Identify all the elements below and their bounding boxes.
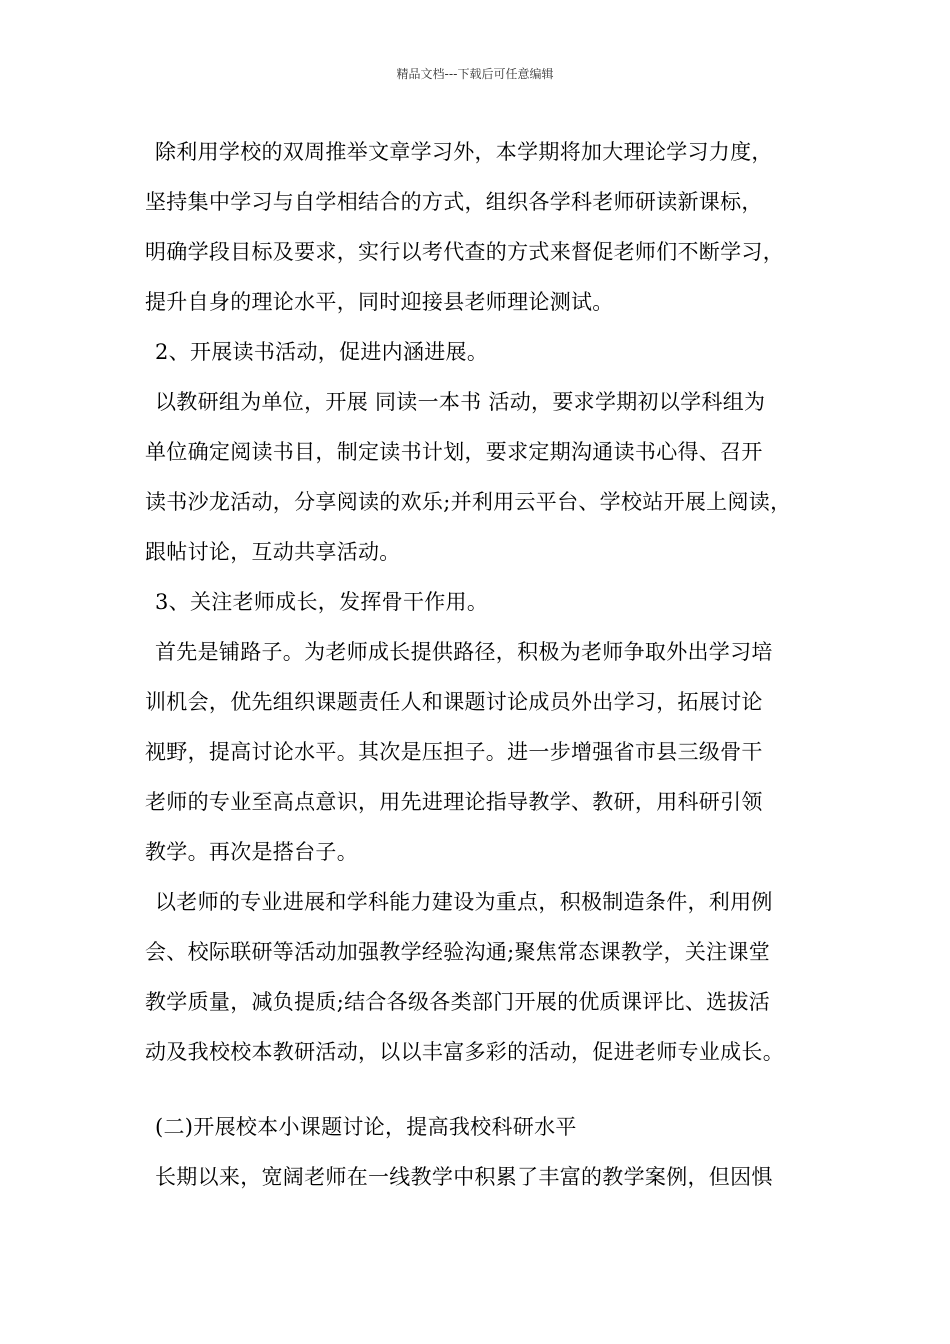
paragraph-line: 以老师的专业进展和学科能力建设为重点，积极制造条件，利用例 [155, 890, 773, 914]
paragraph-line: 视野，提高讨论水平。其次是压担子。进一步增强省市县三级骨干 [145, 740, 763, 764]
paragraph-line: 长期以来，宽阔老师在一线教学中积累了丰富的教学案例，但因惧 [155, 1165, 773, 1189]
section-heading: (二)开展校本小课题讨论，提高我校科研水平 [155, 1115, 577, 1139]
section-heading: 2、开展读书活动，促进内涵进展。 [155, 340, 489, 364]
paragraph-line: 会、校际联研等活动加强教学经验沟通;聚焦常态课教学，关注课堂 [145, 940, 771, 964]
paragraph-line: 老师的专业至高点意识，用先进理论指导教学、教研，用科研引领 [145, 790, 763, 814]
paragraph-line: 以教研组为单位，开展 同读一本书 活动，要求学期初以学科组为 [155, 390, 766, 414]
paragraph-gap [145, 1077, 825, 1102]
paragraph-line: 明确学段目标及要求，实行以考代查的方式来督促老师们不断学习， [145, 240, 784, 264]
paragraph-line: 教学质量，减负提质;结合各级各类部门开展的优质课评比、选拔活 [145, 990, 771, 1014]
paragraph-line: 训机会，优先组织课题责任人和课题讨论成员外出学习，拓展讨论 [145, 690, 763, 714]
paragraph-line: 坚持集中学习与自学相结合的方式，组织各学科老师研读新课标， [145, 190, 763, 214]
paragraph-line: 读书沙龙活动，分享阅读的欢乐;并利用云平台、学校站开展上阅读， [145, 490, 792, 514]
paragraph-line: 动及我校校本教研活动，以以丰富多彩的活动，促进老师专业成长。 [145, 1040, 784, 1064]
section-heading: 3、关注老师成长，发挥骨干作用。 [155, 590, 489, 614]
paragraph-line: 提升自身的理论水平，同时迎接县老师理论测试。 [145, 290, 614, 314]
document-body [145, 127, 825, 1202]
paragraph-line: 首先是铺路子。为老师成长提供路径，积极为老师争取外出学习培 [155, 640, 773, 664]
paragraph-line: 教学。再次是搭台子。 [145, 840, 358, 864]
paragraph-line: 除利用学校的双周推举文章学习外，本学期将加大理论学习力度， [155, 140, 773, 164]
page-header: 精品文档---下载后可任意编辑 [396, 67, 554, 81]
paragraph-line: 单位确定阅读书目，制定读书计划，要求定期沟通读书心得、召开 [145, 440, 763, 464]
paragraph-line: 跟帖讨论，互动共享活动。 [145, 540, 401, 564]
